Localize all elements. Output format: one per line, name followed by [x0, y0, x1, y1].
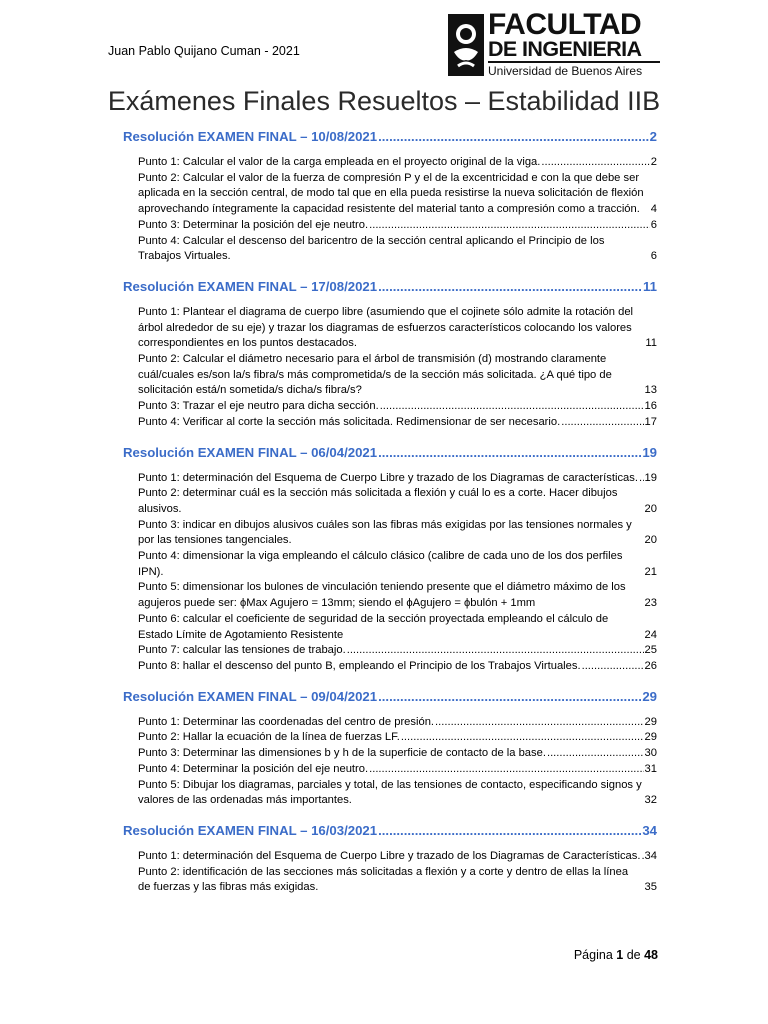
- toc-entry[interactable]: [138, 762, 657, 778]
- toc-entry-text: Punto 1: Plantear el diagrama de cuerpo libre (asumiendo que el cojinete sólo admite la rotación del árbol alrededor de su eje) y trazar los diagramas de esfuerzos característicos colocando los valores correspondientes en los puntos destacados.: [138, 305, 634, 350]
- toc-entry-page: 6: [650, 218, 657, 231]
- toc-section-title: Resolución EXAMEN FINAL – 06/04/2021: [123, 444, 378, 460]
- toc-entry-text: Punto 1: Determinar las coordenadas del centro de presión.: [138, 715, 435, 728]
- toc-section-page: 29: [642, 688, 657, 704]
- toc-entry-page: 30: [644, 747, 657, 760]
- toc-entry-page: 16: [644, 400, 657, 413]
- toc-entry-list: [138, 155, 657, 265]
- toc-entry-page: 2: [650, 156, 657, 168]
- logo-divider: [488, 61, 660, 63]
- toc-section-title: Resolución EXAMEN FINAL – 17/08/2021: [123, 278, 378, 294]
- toc-entry-text: Punto 3: Determinar la posición del eje neutro.: [138, 218, 369, 231]
- toc-leader-dots: [401, 730, 644, 746]
- toc-entry[interactable]: [138, 612, 657, 643]
- toc-entry-text: Punto 3: Trazar el eje neutro para dicha sección.: [138, 400, 379, 413]
- toc-leader-dots: [378, 822, 641, 839]
- toc-entry-page: 17: [644, 415, 657, 428]
- toc-section-heading[interactable]: [123, 688, 657, 705]
- toc-entry-text: Punto 2: Calcular el valor de la fuerza de compresión P y el de la excentricidad e con la que debe ser aplicada en la sección central, de modo tal que en ella pueda resistirse la nueva solicitación de flexión aprovechando íntegramente la capacidad resistente del material tanto a compresión como a tracción.: [138, 171, 644, 216]
- toc-entry-page: 19: [644, 471, 657, 484]
- toc-leader-dots: [378, 444, 641, 461]
- toc-entry-list: [138, 849, 657, 896]
- toc-section-page: 34: [642, 822, 657, 838]
- toc-entry-text: Punto 4: Determinar la posición del eje neutro.: [138, 762, 369, 775]
- toc-entry-text: Punto 8: hallar el descenso del punto B, empleando el Principio de los Trabajos Virtuales.: [138, 659, 581, 672]
- toc-entry[interactable]: [138, 849, 657, 865]
- toc-section-page: 11: [643, 278, 657, 294]
- toc-entry-text: Punto 2: Calcular el diámetro necesario para el árbol de transmisión (d) mostrando claramente cuál/cuales es/son la/s fibra/s más comprometida/s de la sección más solicitada. ¿A qué tipo de solicitación está/n sometida/s dicha/s fibra/s?: [138, 353, 612, 397]
- toc-entry[interactable]: [138, 580, 657, 611]
- toc-leader-dots: [541, 155, 649, 171]
- toc-entry[interactable]: [138, 778, 657, 809]
- faculty-emblem-icon: [448, 14, 484, 76]
- toc-entry-list: [138, 305, 657, 431]
- toc-entry[interactable]: [138, 415, 657, 431]
- toc-entry[interactable]: [138, 155, 657, 171]
- toc-entry[interactable]: [138, 471, 657, 487]
- toc-entry-page: 29: [644, 731, 657, 744]
- toc-entry[interactable]: [138, 518, 657, 549]
- toc-entry-text: Punto 7: calcular las tensiones de trabajo.: [138, 644, 346, 657]
- toc-entry[interactable]: [138, 746, 657, 762]
- toc-leader-dots: [547, 746, 644, 762]
- toc-entry[interactable]: [138, 171, 657, 218]
- toc-leader-dots: [378, 278, 642, 295]
- toc-entry-text: Punto 1: Calcular el valor de la carga empleada en el proyecto original de la viga.: [138, 156, 541, 168]
- toc-entry-page: 29: [644, 715, 657, 728]
- toc-section-title: Resolución EXAMEN FINAL – 09/04/2021: [123, 688, 378, 704]
- toc-leader-dots: [641, 849, 643, 865]
- page-footer: [574, 948, 658, 962]
- toc-entry[interactable]: [138, 730, 657, 746]
- toc-entry-page: 32: [644, 794, 657, 807]
- table-of-contents: [123, 128, 657, 896]
- footer-page-label: Página: [573, 948, 613, 962]
- toc-entry-text: Punto 2: identificación de las secciones más solicitadas a flexión y a corte y dentro de ellas la línea de fuerzas y las fibras más exigidas.: [138, 865, 629, 894]
- toc-section-heading[interactable]: [123, 822, 657, 839]
- toc-leader-dots: [378, 128, 649, 145]
- toc-leader-dots: [369, 218, 650, 234]
- toc-entry-page: 21: [644, 565, 657, 578]
- toc-entry-page: 6: [650, 250, 657, 263]
- toc-entry-page: 13: [644, 384, 657, 397]
- toc-entry-text: Punto 2: determinar cuál es la sección más solicitada a flexión y cuál lo es a corte. Hacer dibujos alusivos.: [138, 487, 618, 515]
- toc-entry-page: 11: [645, 337, 657, 350]
- toc-entry-page: 25: [644, 644, 657, 657]
- toc-section-page: 19: [642, 444, 657, 460]
- footer-current-page: 1: [616, 948, 624, 962]
- toc-entry[interactable]: [138, 352, 657, 399]
- toc-entry-text: Punto 5: dimensionar los bulones de vinculación teniendo presente que el diámetro máximo de los agujeros puede ser: ϕMax Agujero = 13mm; siendo el ϕAgujero = ϕbulón + 1mm: [138, 581, 626, 610]
- toc-entry-page: 31: [644, 762, 657, 775]
- toc-entry-text: Punto 5: Dibujar los diagramas, parciales y total, de las tensiones de contacto, especificando signos y valores de las ordenadas más importantes.: [138, 778, 642, 807]
- toc-entry-page: 4: [650, 203, 657, 216]
- toc-entry-page: 23: [644, 597, 657, 610]
- page-title: Exámenes Finales Resueltos – Estabilidad IIB: [107, 86, 661, 116]
- footer-total-pages: 48: [644, 948, 658, 962]
- toc-entry[interactable]: [138, 305, 657, 352]
- toc-entry-page: 24: [644, 628, 657, 641]
- logo-subtitle: Universidad de Buenos Aires: [488, 64, 643, 78]
- toc-entry-text: Punto 3: Determinar las dimensiones b y h de la superficie de contacto de la base.: [138, 747, 546, 760]
- toc-section-heading[interactable]: [123, 278, 657, 295]
- toc-leader-dots: [347, 643, 644, 659]
- toc-entry-text: Punto 6: calcular el coeficiente de seguridad de la sección proyectada empleando el cálculo de Estado Límite de Agotamiento Resistente: [138, 612, 609, 641]
- toc-entry-list: [138, 715, 657, 809]
- toc-entry[interactable]: [138, 399, 657, 415]
- faculty-logo: [448, 8, 660, 80]
- toc-leader-dots: [582, 659, 644, 675]
- toc-entry[interactable]: [138, 643, 657, 659]
- toc-leader-dots: [369, 762, 643, 778]
- toc-section-title: Resolución EXAMEN FINAL – 16/03/2021: [123, 822, 378, 838]
- toc-leader-dots: [378, 688, 641, 705]
- logo-title-line1: FACULTAD: [488, 8, 642, 41]
- toc-entry-page: 20: [644, 534, 657, 547]
- logo-title-line2: DE INGENIERIA: [488, 37, 642, 61]
- toc-entry-page: 20: [644, 502, 657, 515]
- toc-leader-dots: [380, 399, 644, 415]
- toc-section-page: 2: [649, 129, 657, 144]
- toc-entry-page: 26: [644, 659, 657, 672]
- toc-entry-text: Punto 1: determinación del Esquema de Cuerpo Libre y trazado de los Diagramas de Características.: [138, 849, 641, 862]
- toc-entry-text: Punto 4: Calcular el descenso del baricentro de la sección central aplicando el Principio de los Trabajos Virtuales.: [138, 234, 605, 263]
- toc-entry[interactable]: [138, 486, 657, 517]
- toc-entry-page: 35: [644, 881, 657, 894]
- toc-entry-text: Punto 1: determinación del Esquema de Cuerpo Libre y trazado de los Diagramas de características.: [138, 471, 638, 484]
- toc-leader-dots: [639, 471, 644, 487]
- toc-entry-text: Punto 4: dimensionar la viga empleando el cálculo clásico (calibre de cada uno de los dos perfiles IPN).: [138, 550, 623, 578]
- footer-of-label: de: [626, 948, 641, 962]
- toc-section-heading[interactable]: [123, 444, 657, 461]
- toc-entry[interactable]: [138, 549, 657, 580]
- toc-section-title: Resolución EXAMEN FINAL – 10/08/2021: [123, 129, 378, 144]
- toc-entry-text: Punto 3: indicar en dibujos alusivos cuáles son las fibras más exigidas por las tensiones normales y por las tensiones tangenciales.: [138, 518, 632, 547]
- toc-leader-dots: [435, 715, 644, 731]
- toc-section-heading[interactable]: [123, 128, 657, 145]
- toc-entry-page: 34: [644, 849, 657, 862]
- toc-entry-text: Punto 2: Hallar la ecuación de la línea de fuerzas LF.: [138, 731, 400, 744]
- toc-entry[interactable]: [138, 715, 657, 731]
- toc-entry[interactable]: [138, 234, 657, 265]
- toc-entry-text: Punto 4: Verificar al corte la sección más solicitada. Redimensionar de ser necesario.: [138, 415, 561, 428]
- author-line: Juan Pablo Quijano Cuman - 2021: [108, 44, 300, 58]
- toc-entry[interactable]: [138, 659, 657, 675]
- toc-entry[interactable]: [138, 865, 657, 896]
- toc-entry-list: [138, 471, 657, 675]
- toc-entry[interactable]: [138, 218, 657, 234]
- toc-leader-dots: [561, 415, 643, 431]
